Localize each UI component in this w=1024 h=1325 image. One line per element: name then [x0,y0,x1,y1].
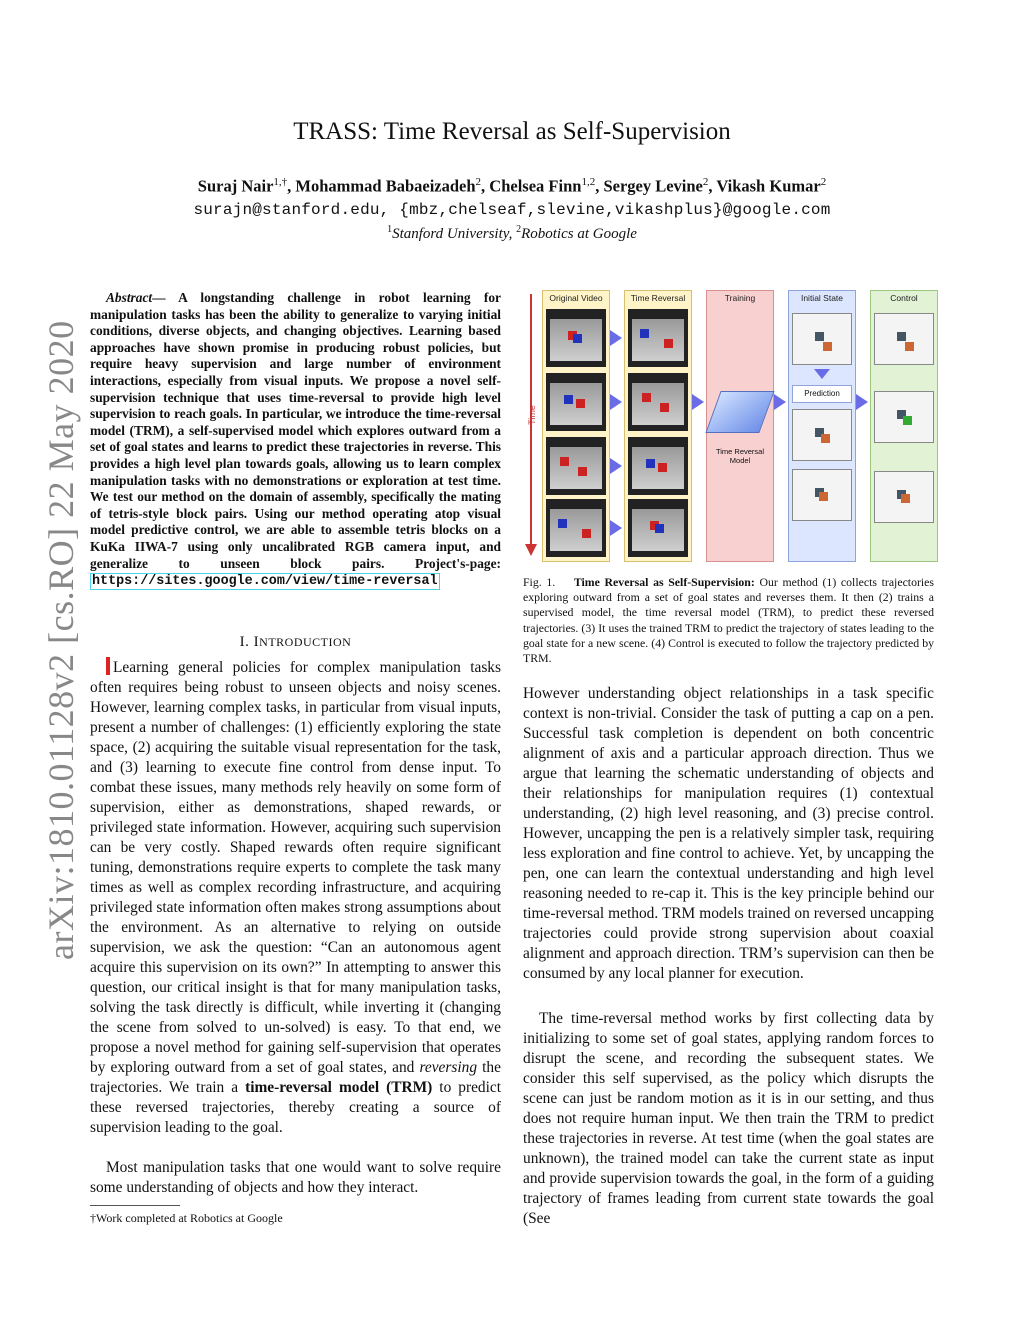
caption-title: Time Reversal as Self-Supervision: [573,575,755,589]
control-scene-3 [874,471,934,523]
time-label: Time [526,405,537,425]
right-paragraph-1: However understanding object relationships in a task specific context is non-trivial. Consider the task of putting a cap on a pen. Successful task completion is dependent on both concentric alignment of axis and a particular approach direction. Thus we argue that learning the schematic understanding of objects and their relationships for manipulation requires (1) contextual understanding, (2) high level reasoning, and (3) precise control. However, uncapping the pen is a relatively simpler task, requiring less exploration and fine control to achieve. Yet, by uncapping the pen, one can learn the contextual understanding and high level reasoning needed to re-cap it. This is the key principle behind our time-reversal method. TRM models trained on reversed uncapping trajectories could provide strong supervision about coaxial alignment and approach direction. TRM’s supervision can then be consumed by any local planner for execution. [523,685,934,982]
arrow-2 [610,394,622,410]
arxiv-stamp: arXiv:1810.01128v2 [cs.RO] 22 May 2020 [41,320,81,960]
abstract-text: A longstanding challenge in robot learning for manipulation tasks has been the ability to generalize to varying initial conditions, diverse objects, and changing objectives. Learning based approaches have shown promise in producing robust policies, but require heavy supervision and large number of environment interactions, especially from visual inputs. We propose a novel self-supervision technique that uses time-reversal to provide high level supervision to reach goals. In particular, we introduce the time-reversal model (TRM), a self-supervised model which explores outward from a set of goal states and learns to predict these trajectories in reverse. This provides a high level plan towards goals, allowing us to learn complex manipulation tasks with no demonstrations or exploration at test time. We test our method on the domain of assembly, specifically the mating of tetris-style block pairs. Using our method operating atop visual model predictive control, we are able to assemble tetris blocks on a KuKa IIWA-7 using only uncalibrated RGB camera input, and generalize to unseen block pairs. Project's-page: [90,290,501,571]
intro-text-b: the trajectories. We train a [90,1059,501,1096]
label-initial-state: Initial State [800,293,844,303]
initial-scene [792,313,852,365]
frame-orig-4 [546,499,606,557]
panel-control [870,290,938,562]
figure-1 [526,290,940,562]
footnote: †Work completed at Robotics at Google [90,1211,283,1225]
frame-orig-2 [546,373,606,431]
network-icon [705,391,774,433]
project-link[interactable]: https://sites.google.com/view/time-reversal [92,574,438,590]
frame-rev-1 [628,309,688,367]
abstract: Abstract— A longstanding challenge in robot learning for manipulation tasks has been the ability to generalize to varying initial conditions, diverse objects, and changing objectives. Learning based approaches have shown promise in producing robust policies, but require heavy supervision and large number of environment interactions, especially from visual inputs. We propose a novel self-supervision technique that uses time-reversal to provide high level supervision to reach goals. In particular, we introduce the time-reversal model (TRM), a self-supervised model which explores outward from a set of goal states and learns to predict these trajectories in reverse. This provides a high level plan towards goals, allowing us to learn complex manipulation tasks with no demonstrations or exploration at test time. We test our method on the domain of assembly, specifically the mating of tetris-style block pairs. Using our method operating atop visual model predictive control, we are able to assemble tetris blocks on a KuKa IIWA-7 using only uncalibrated RGB camera input, and generalize to unseen block pairs. Project's-page: https://sites.google.com/view/time-reversal [90,290,501,590]
frame-rev-4 [628,499,688,557]
frame-rev-2 [628,373,688,431]
cursor-marker [106,657,110,675]
control-scene-1 [874,313,934,365]
author-list: Suraj Nair$^{1,\dagger}$, Mohammad Babaeizadeh$^2$, Chelsea Finn$^{1,2}$, Sergey Levine$^2$, Vikash Kumar$^2$ [197,176,827,196]
panel-time-reversal [624,290,692,562]
caption-prefix: Fig. 1. [523,575,556,589]
arrow-3 [610,458,622,474]
label-training: Training [724,293,756,303]
arrow-7 [856,394,868,410]
time-arrow-head [525,544,537,556]
frame-orig-1 [546,309,606,367]
frame-rev-3 [628,437,688,495]
label-prediction: Prediction [792,385,852,403]
label-original-video: Original Video [549,293,603,303]
label-control: Control [890,293,918,303]
panel-initial-state [788,290,856,562]
intro-paragraph-1 [90,657,501,1138]
intro-emphasis: reversing [419,1059,478,1076]
pred-scene-1 [792,409,852,461]
panel-original-video [542,290,610,562]
intro-bold: time-reversal model (TRM) [245,1079,433,1096]
label-model: Time Reversal Model [715,447,765,465]
section-heading: I. INTRODUCTION [239,634,352,650]
intro-text-c: to predict these reversed trajectories, thereby creating a source of supervision leading to the goal. [90,1079,501,1136]
caption-text: Our method (1) collects trajectories exploring outward from a set of goal states and reverses them. It then (2) trains a supervised model, the time reversal model (TRM), to predict these reversed trajectories. (3) It uses the trained TRM to predict the trajectory of states leading to the goal state for a new scene. (4) Control is executed to follow the trajectory predicted by TRM. [523,575,935,666]
label-time-reversal: Time Reversal [630,293,686,303]
footnote-rule [90,1205,180,1206]
author-emails: surajn@stanford.edu, {mbz,chelseaf,slevine,vikashplus}@google.com [193,201,831,219]
intro-text-a: Learning general policies for complex manipulation tasks often requires being robust to unseen objects and noisy scenes. However, learning complex tasks, in particular from visual inputs, present a number of challenges: (1) efficiently exploring the state space, (2) acquiring the suitable visual representation for the task, and (3) learning to execute fine control from dense input. To combat these issues, many methods rely heavily on some form of supervision, either as demonstrations, shaped rewards, or privileged state information. However, acquiring such supervision can be very costly. Shaped rewards often require significant tuning, demonstrations require experts to complete the task many times as well as complex recording infrastructure, and acquiring privileged state information often makes strong assumptions about the environment. As an alternative to relying on outside supervision, we ask the question: “Can an autonomous agent acquire this supervision on its own?” In attempting to answer this question, our critical insight is that for many manipulation tasks, solving the task directly is difficult, while inverting it (changing the scene from solved to un-solved) is easy. To that end, we propose a novel method for gaining self-supervision that operates by exploring outward from a set of goal states, and [90,659,501,1076]
affiliations: $^1$Stanford University, $^2$Robotics at Google [387,224,637,242]
arrow-4 [610,520,622,536]
abstract-label: Abstract [106,290,153,305]
arrow-1 [610,330,622,346]
panel-training [706,290,774,562]
paper-title: TRASS: Time Reversal as Self-Supervision [293,118,731,145]
arrow-5 [692,394,704,410]
arrow-6 [774,394,786,410]
pred-scene-2 [792,469,852,521]
control-scene-2 [874,391,934,443]
down-arrow-1 [814,369,830,379]
frame-orig-3 [546,437,606,495]
figure-caption [523,575,934,666]
intro-paragraph-2: Most manipulation tasks that one would want to solve require some understanding of objects and how they interact. [90,1159,501,1196]
right-paragraph-2: The time-reversal method works by first collecting data by initializing to some set of goal states, applying random forces to disrupt the scene, and recording the subsequent states. We consider this self supervised, as the policy which disrupts the scene can just be random motion as it is in our setting, and thus does not require human input. We then train the TRM to predict these trajectories in reverse. At test time (when the goal states are unknown), the trained model can take the current state as input and provide supervision towards the goal, in the form of a guiding trajectory of frames leading from current state towards the goal (See [523,1010,934,1227]
